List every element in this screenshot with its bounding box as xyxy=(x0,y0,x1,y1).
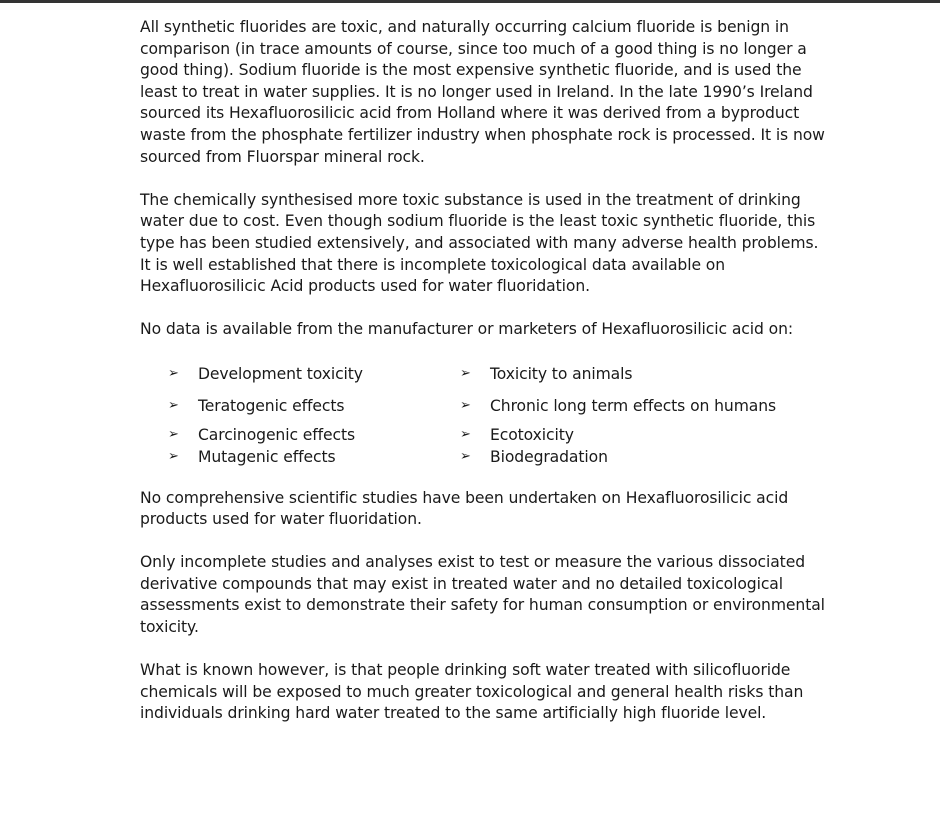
arrow-bullet-icon: ➢ xyxy=(168,397,179,413)
bullet-text: Mutagenic effects xyxy=(198,447,336,466)
arrow-bullet-icon: ➢ xyxy=(168,365,179,381)
arrow-bullet-icon: ➢ xyxy=(460,426,471,442)
arrow-bullet-icon: ➢ xyxy=(168,426,179,442)
bullet-text: Teratogenic effects xyxy=(198,396,345,415)
bullet-text: Carcinogenic effects xyxy=(198,425,356,444)
arrow-bullet-icon: ➢ xyxy=(460,397,471,413)
arrow-bullet-icon: ➢ xyxy=(168,448,179,464)
paragraph-no-comprehensive-studies: No comprehensive scientific studies have been undertaken on Hexafluorosilicic acid products used for water fluoridation. xyxy=(140,488,789,529)
paragraph-no-data: No data is available from the manufacturer or marketers of Hexafluorosilicic acid on: xyxy=(140,320,794,339)
bullet-text: Chronic long term effects on humans xyxy=(490,396,777,415)
arrow-bullet-icon: ➢ xyxy=(460,365,471,381)
paragraph-chemically-synthesised: The chemically synthesised more toxic substance is used in the treatment of drinking water due to cost. Even though sodium fluoride is the least toxic synthetic fluoride, this type has been studied extensively, and associated with many adverse health problems. It is well established that there is incomplete toxicological data available on Hexafluorosilicic Acid products used for water fluoridation. xyxy=(140,190,819,296)
bullet-text: Development toxicity xyxy=(198,364,363,383)
paragraph-soft-water-risks: What is known however, is that people drinking soft water treated with silicofluoride chemicals will be exposed to much greater toxicological and general health risks than individuals drinking hard water treated to the same artificially high fluoride level. xyxy=(140,661,804,723)
arrow-bullet-icon: ➢ xyxy=(460,448,471,464)
paragraph-incomplete-studies: Only incomplete studies and analyses exist to test or measure the various dissociated derivative compounds that may exist in treated water and no detailed toxicological assessments exist to demonstrate their safety for human consumption or environmental toxicity. xyxy=(140,553,825,637)
document-body xyxy=(140,17,830,747)
paragraph-synthetic-fluorides: All synthetic fluorides are toxic, and naturally occurring calcium fluoride is benign in comparison (in trace amounts of course, since too much of a good thing is no longer a good thing). Sodium fluoride is the most expensive synthetic fluoride, and is used the least to treat in water supplies. It is no longer used in Ireland. In the late 1990’s Ireland sourced its Hexafluorosilicic acid from Holland where it was derived from a byproduct waste from the phosphate fertilizer industry when phosphate rock is processed. It is now sourced from Fluorspar mineral rock. xyxy=(140,18,825,166)
bullet-text: Toxicity to animals xyxy=(490,364,633,383)
bullet-text: Ecotoxicity xyxy=(490,425,574,444)
top-border-rule xyxy=(0,0,940,3)
bullet-list xyxy=(140,363,830,467)
bullet-text: Biodegradation xyxy=(490,447,608,466)
